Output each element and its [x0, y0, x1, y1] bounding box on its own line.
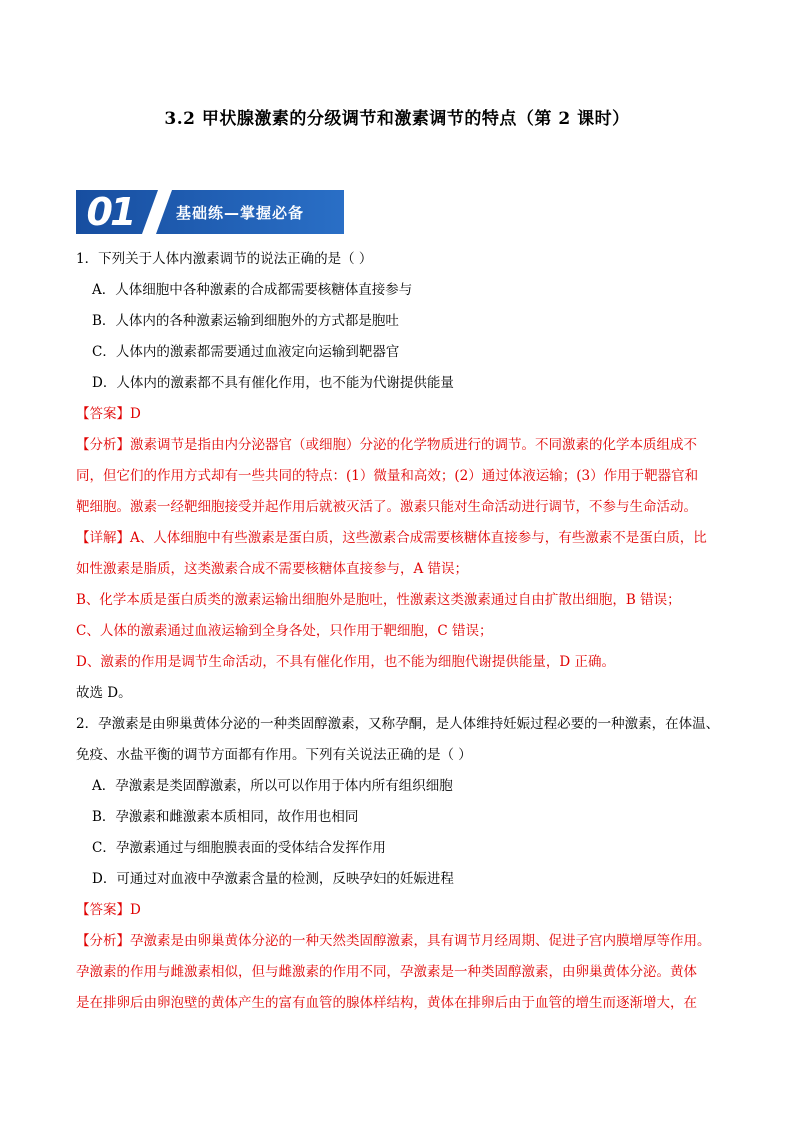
question-1-answer: 【答案】D	[76, 406, 141, 422]
question-2-analysis-line: 【分析】孕激素是由卵巢黄体分泌的一种天然类固醇激素，具有调节月经周期、促进子宫内膜增厚等作用。	[76, 933, 711, 949]
question-1-analysis-line: 【分析】激素调节是指由内分泌器官（或细胞）分泌的化学物质进行的调节。不同激素的化学本质组成不	[76, 437, 697, 453]
section-banner	[76, 190, 344, 234]
question-1-conclusion: 故选 D。	[76, 685, 132, 701]
question-1-option-d: D．人体内的激素都不具有催化作用，也不能为代谢提供能量	[92, 375, 454, 391]
question-2-option-c: C．孕激素通过与细胞膜表面的受体结合发挥作用	[92, 840, 386, 856]
question-2-answer: 【答案】D	[76, 902, 141, 918]
document-body	[76, 244, 726, 1019]
banner-slash-decoration	[141, 190, 174, 234]
page-title: 3.2 甲状腺激素的分级调节和激素调节的特点（第 2 课时）	[164, 109, 630, 129]
question-1-detail-line: B、化学本质是蛋白质类的激素运输出细胞外是胞吐，性激素这类激素通过自由扩散出细胞，B 错误；	[76, 592, 681, 608]
question-2-analysis-line: 是在排卵后由卵泡壁的黄体产生的富有血管的腺体样结构，黄体在排卵后由于血管的增生而逐渐增大，在	[76, 995, 697, 1011]
question-2-option-d: D．可通过对血液中孕激素含量的检测，反映孕妇的妊娠进程	[92, 871, 454, 887]
question-2-stem-line: 2．孕激素是由卵巢黄体分泌的一种类固醇激素，又称孕酮，是人体维持妊娠过程必要的一种激素，在体温、	[76, 716, 720, 732]
section-label: 基础练—掌握必备	[176, 203, 305, 222]
question-1-stem: 1．下列关于人体内激素调节的说法正确的是（ ）	[76, 251, 373, 267]
question-1-option-a: A．人体细胞中各种激素的合成都需要核糖体直接参与	[92, 282, 413, 298]
question-1-option-b: B．人体内的各种激素运输到细胞外的方式都是胞吐	[92, 313, 399, 329]
question-1-detail-line: 【详解】A、人体细胞中有些激素是蛋白质，这些激素合成需要核糖体直接参与，有些激素不是蛋白质，比	[76, 530, 707, 546]
question-2-option-a: A．孕激素是类固醇激素，所以可以作用于体内所有组织细胞	[92, 778, 453, 794]
question-2-stem-line: 免疫、水盐平衡的调节方面都有作用。下列有关说法正确的是（ ）	[76, 747, 472, 763]
question-1-detail-line: 如性激素是脂质，这类激素合成不需要核糖体直接参与，A 错误；	[76, 561, 469, 577]
section-number: 01	[86, 190, 134, 234]
question-1-analysis-line: 靶细胞。激素一经靶细胞接受并起作用后就被灭活了。激素只能对生命活动进行调节，不参与生命活动。	[76, 499, 697, 515]
question-2-option-b: B．孕激素和雌激素本质相同，故作用也相同	[92, 809, 359, 825]
question-1-detail-line: C、人体的激素通过血液运输到全身各处，只作用于靶细胞，C 错误；	[76, 623, 493, 639]
question-2-analysis-line: 孕激素的作用与雌激素相似，但与雌激素的作用不同，孕激素是一种类固醇激素，由卵巢黄体分泌。黄体	[76, 964, 697, 980]
question-1-analysis-line: 同，但它们的作用方式却有一些共同的特点：(1）微量和高效；(2）通过体液运输；(3）作用于靶器官和	[76, 468, 699, 484]
question-1-detail-line: D、激素的作用是调节生命活动，不具有催化作用，也不能为细胞代谢提供能量，D 正确。	[76, 654, 615, 670]
question-1-option-c: C．人体内的激素都需要通过血液定向运输到靶器官	[92, 344, 400, 360]
